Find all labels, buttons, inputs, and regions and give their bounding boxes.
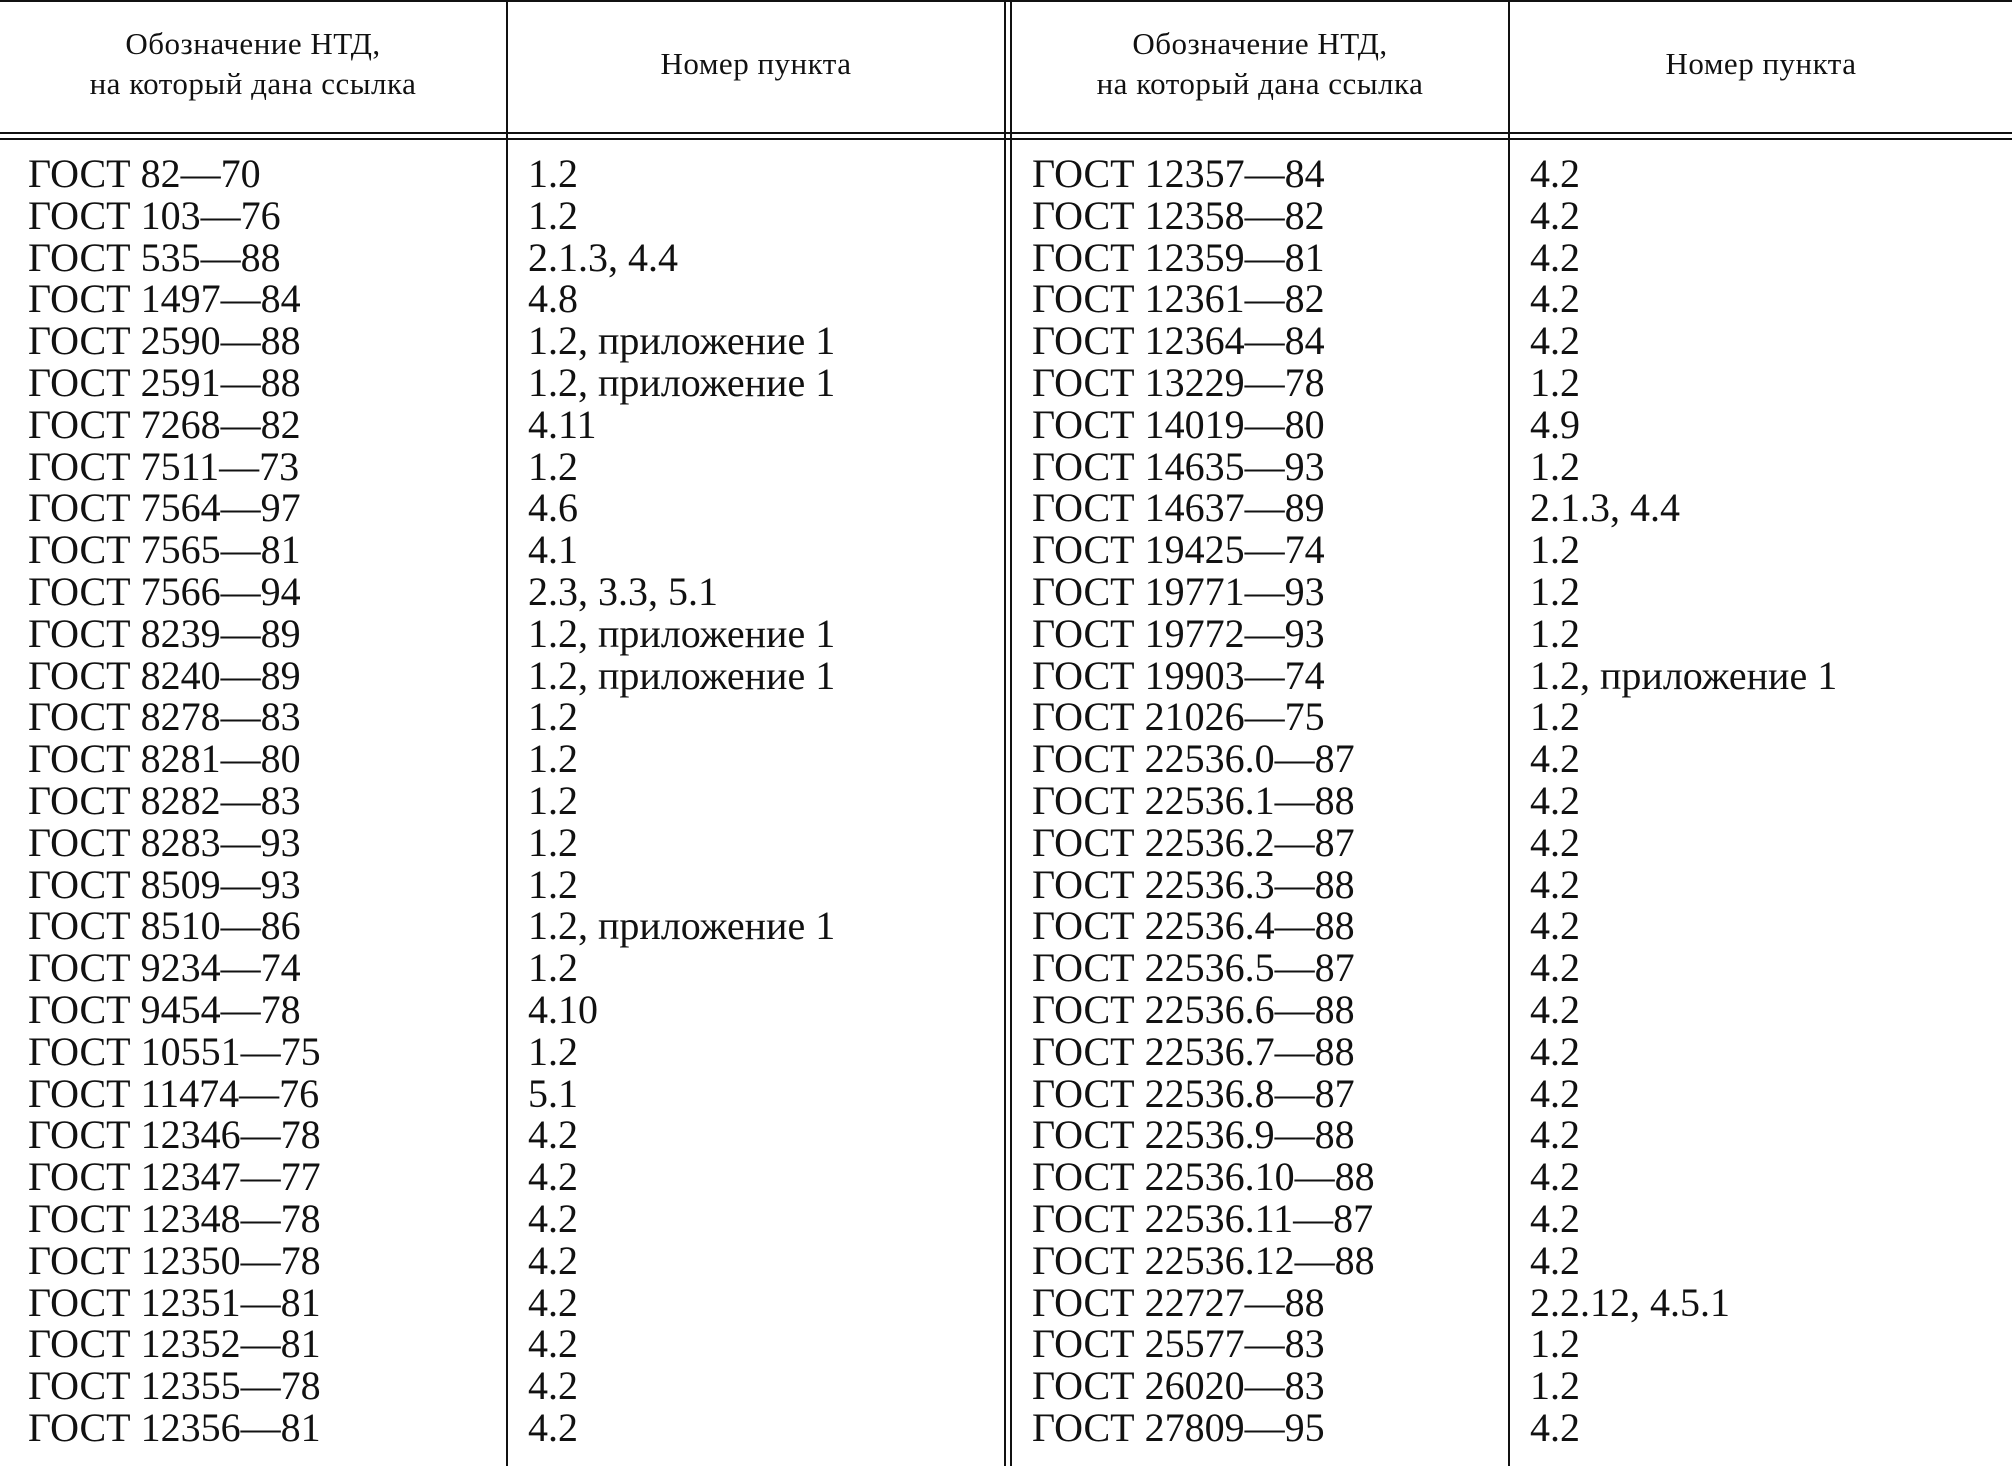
left-item-cell: 1.2 xyxy=(528,861,578,907)
left-item-cell: 1.2 xyxy=(528,694,578,740)
right-doc-cell: ГОСТ 22536.6—88 xyxy=(1032,986,1355,1032)
right-doc-cell: ГОСТ 12361—82 xyxy=(1032,276,1325,322)
right-item-cell: 1.2 xyxy=(1530,610,1580,656)
left-doc-cell: ГОСТ 12356—81 xyxy=(28,1404,321,1450)
header-right-item-label: Номер пункта xyxy=(1665,46,1857,81)
left-item-cell: 1.2 xyxy=(528,945,578,991)
right-doc-cell: ГОСТ 22536.8—87 xyxy=(1032,1070,1355,1116)
right-doc-cell: ГОСТ 21026—75 xyxy=(1032,694,1325,740)
left-doc-cell: ГОСТ 8282—83 xyxy=(28,777,301,823)
right-doc-cell: ГОСТ 22536.7—88 xyxy=(1032,1028,1355,1074)
right-item-cell: 4.2 xyxy=(1530,819,1580,865)
header-right-item xyxy=(1510,0,2012,128)
left-item-cell: 4.2 xyxy=(528,1237,578,1283)
left-item-column xyxy=(528,153,998,1449)
right-doc-cell: ГОСТ 19425—74 xyxy=(1032,527,1325,573)
left-item-cell: 4.8 xyxy=(528,276,578,322)
right-item-cell: 4.2 xyxy=(1530,1404,1580,1450)
left-doc-cell: ГОСТ 8239—89 xyxy=(28,610,301,656)
right-doc-cell: ГОСТ 22536.1—88 xyxy=(1032,777,1355,823)
right-doc-cell: ГОСТ 12359—81 xyxy=(1032,234,1325,280)
right-item-cell: 4.2 xyxy=(1530,1112,1580,1158)
right-item-cell: 1.2 xyxy=(1530,443,1580,489)
right-item-cell: 4.2 xyxy=(1530,1195,1580,1241)
left-doc-cell: ГОСТ 7268—82 xyxy=(28,401,301,447)
right-item-cell: 4.2 xyxy=(1530,777,1580,823)
right-doc-cell: ГОСТ 12358—82 xyxy=(1032,192,1325,238)
right-doc-cell: ГОСТ 14637—89 xyxy=(1032,485,1325,531)
header-left-item xyxy=(508,0,1004,128)
right-item-cell: 1.2 xyxy=(1530,568,1580,614)
right-item-cell: 1.2 xyxy=(1530,694,1580,740)
right-item-cell: 4.2 xyxy=(1530,151,1580,196)
right-designation-column xyxy=(1032,153,1502,1449)
left-item-cell: 1.2 xyxy=(528,777,578,823)
left-doc-cell: ГОСТ 8240—89 xyxy=(28,652,301,698)
right-doc-cell: ГОСТ 25577—83 xyxy=(1032,1321,1325,1367)
right-doc-cell: ГОСТ 12364—84 xyxy=(1032,318,1325,364)
left-doc-cell: ГОСТ 8281—80 xyxy=(28,736,301,782)
left-item-cell: 1.2 xyxy=(528,192,578,238)
column-divider-3 xyxy=(1508,0,1510,1466)
header-left-designation-line2: на который дана ссылка xyxy=(89,66,417,101)
right-item-cell: 4.2 xyxy=(1530,1070,1580,1116)
left-item-cell: 1.2, приложение 1 xyxy=(528,318,836,364)
right-doc-cell: ГОСТ 14019—80 xyxy=(1032,401,1325,447)
left-doc-cell: ГОСТ 9454—78 xyxy=(28,986,301,1032)
right-item-cell: 4.9 xyxy=(1530,401,1580,447)
header-right-designation xyxy=(1012,0,1508,128)
left-doc-cell: ГОСТ 7511—73 xyxy=(28,443,300,489)
left-doc-cell: ГОСТ 7565—81 xyxy=(28,527,301,573)
right-item-column xyxy=(1530,153,2006,1449)
left-doc-cell: ГОСТ 11474—76 xyxy=(28,1070,320,1116)
center-divider-b xyxy=(1010,0,1012,1466)
left-item-cell: 2.1.3, 4.4 xyxy=(528,234,678,280)
right-doc-cell: ГОСТ 22536.12—88 xyxy=(1032,1237,1375,1283)
right-doc-cell: ГОСТ 27809—95 xyxy=(1032,1404,1325,1450)
left-item-cell: 4.2 xyxy=(528,1112,578,1158)
right-item-cell: 1.2 xyxy=(1530,359,1580,405)
left-doc-cell: ГОСТ 12346—78 xyxy=(28,1112,321,1158)
right-doc-cell: ГОСТ 22536.0—87 xyxy=(1032,736,1355,782)
left-doc-cell: ГОСТ 8278—83 xyxy=(28,694,301,740)
right-item-cell: 4.2 xyxy=(1530,1154,1580,1200)
left-doc-cell: ГОСТ 8510—86 xyxy=(28,903,301,949)
left-doc-cell: ГОСТ 12351—81 xyxy=(28,1279,321,1325)
left-item-cell: 2.3, 3.3, 5.1 xyxy=(528,568,718,614)
right-doc-cell: ГОСТ 22536.3—88 xyxy=(1032,861,1355,907)
left-item-cell: 4.1 xyxy=(528,527,578,573)
right-doc-cell: ГОСТ 22727—88 xyxy=(1032,1279,1325,1325)
left-doc-cell: ГОСТ 12350—78 xyxy=(28,1237,321,1283)
center-divider-a xyxy=(1004,0,1006,1466)
header-left-item-label: Номер пункта xyxy=(660,46,852,81)
header-right-designation-line2: на который дана ссылка xyxy=(1096,66,1424,101)
right-doc-cell: ГОСТ 22536.2—87 xyxy=(1032,819,1355,865)
right-doc-cell: ГОСТ 12357—84 xyxy=(1032,151,1325,196)
column-divider-1 xyxy=(506,0,508,1466)
left-item-cell: 1.2, приложение 1 xyxy=(528,652,836,698)
right-item-cell: 1.2 xyxy=(1530,1321,1580,1367)
right-doc-cell: ГОСТ 19903—74 xyxy=(1032,652,1325,698)
right-item-cell: 1.2 xyxy=(1530,527,1580,573)
left-item-cell: 1.2 xyxy=(528,736,578,782)
right-item-cell: 4.2 xyxy=(1530,1028,1580,1074)
left-doc-cell: ГОСТ 535—88 xyxy=(28,234,281,280)
right-item-cell: 4.2 xyxy=(1530,736,1580,782)
left-item-cell: 4.2 xyxy=(528,1154,578,1200)
right-doc-cell: ГОСТ 22536.4—88 xyxy=(1032,903,1355,949)
header-right-designation-line1: Обозначение НТД, xyxy=(1132,26,1388,61)
left-item-cell: 1.2 xyxy=(528,151,578,196)
left-item-cell: 4.2 xyxy=(528,1404,578,1450)
left-doc-cell: ГОСТ 2590—88 xyxy=(28,318,301,364)
left-doc-cell: ГОСТ 7566—94 xyxy=(28,568,301,614)
right-doc-cell: ГОСТ 26020—83 xyxy=(1032,1363,1325,1409)
left-item-cell: 4.6 xyxy=(528,485,578,531)
right-doc-cell: ГОСТ 22536.10—88 xyxy=(1032,1154,1375,1200)
right-item-cell: 4.2 xyxy=(1530,986,1580,1032)
header-rule-lower xyxy=(0,138,2012,140)
left-item-cell: 4.2 xyxy=(528,1195,578,1241)
left-doc-cell: ГОСТ 12355—78 xyxy=(28,1363,321,1409)
right-doc-cell: ГОСТ 22536.9—88 xyxy=(1032,1112,1355,1158)
left-doc-cell: ГОСТ 12348—78 xyxy=(28,1195,321,1241)
header-left-designation-line1: Обозначение НТД, xyxy=(125,26,381,61)
left-doc-cell: ГОСТ 8509—93 xyxy=(28,861,301,907)
left-item-cell: 4.2 xyxy=(528,1279,578,1325)
left-item-cell: 5.1 xyxy=(528,1070,578,1116)
right-item-cell: 2.1.3, 4.4 xyxy=(1530,485,1680,531)
right-item-cell: 4.2 xyxy=(1530,276,1580,322)
left-item-cell: 4.2 xyxy=(528,1321,578,1367)
left-item-cell: 4.10 xyxy=(528,986,598,1032)
right-item-cell: 4.2 xyxy=(1530,903,1580,949)
right-doc-cell: ГОСТ 22536.5—87 xyxy=(1032,945,1355,991)
right-item-cell: 4.2 xyxy=(1530,192,1580,238)
right-item-cell: 4.2 xyxy=(1530,234,1580,280)
left-item-cell: 1.2, приложение 1 xyxy=(528,903,836,949)
right-doc-cell: ГОСТ 13229—78 xyxy=(1032,359,1325,405)
header-left-designation xyxy=(0,0,506,128)
left-designation-column xyxy=(28,153,498,1449)
header-rule-upper xyxy=(0,132,2012,134)
left-item-cell: 1.2, приложение 1 xyxy=(528,359,836,405)
right-item-cell: 4.2 xyxy=(1530,861,1580,907)
left-item-cell: 1.2 xyxy=(528,1028,578,1074)
left-doc-cell: ГОСТ 12352—81 xyxy=(28,1321,321,1367)
right-doc-cell: ГОСТ 19772—93 xyxy=(1032,610,1325,656)
right-item-cell: 1.2, приложение 1 xyxy=(1530,652,1838,698)
left-item-cell: 4.11 xyxy=(528,401,597,447)
left-doc-cell: ГОСТ 8283—93 xyxy=(28,819,301,865)
left-doc-cell: ГОСТ 7564—97 xyxy=(28,485,301,531)
left-doc-cell: ГОСТ 12347—77 xyxy=(28,1154,321,1200)
right-doc-cell: ГОСТ 14635—93 xyxy=(1032,443,1325,489)
right-item-cell: 4.2 xyxy=(1530,1237,1580,1283)
left-item-cell: 1.2 xyxy=(528,443,578,489)
right-doc-cell: ГОСТ 19771—93 xyxy=(1032,568,1325,614)
left-item-cell: 1.2, приложение 1 xyxy=(528,610,836,656)
left-doc-cell: ГОСТ 2591—88 xyxy=(28,359,301,405)
right-item-cell: 1.2 xyxy=(1530,1363,1580,1409)
right-item-cell: 4.2 xyxy=(1530,318,1580,364)
left-item-cell: 4.2 xyxy=(528,1363,578,1409)
right-item-cell: 2.2.12, 4.5.1 xyxy=(1530,1279,1730,1325)
left-doc-cell: ГОСТ 10551—75 xyxy=(28,1028,321,1074)
left-doc-cell: ГОСТ 9234—74 xyxy=(28,945,301,991)
right-doc-cell: ГОСТ 22536.11—87 xyxy=(1032,1195,1374,1241)
left-doc-cell: ГОСТ 1497—84 xyxy=(28,276,301,322)
left-item-cell: 1.2 xyxy=(528,819,578,865)
left-doc-cell: ГОСТ 103—76 xyxy=(28,192,281,238)
left-doc-cell: ГОСТ 82—70 xyxy=(28,151,261,196)
right-item-cell: 4.2 xyxy=(1530,945,1580,991)
